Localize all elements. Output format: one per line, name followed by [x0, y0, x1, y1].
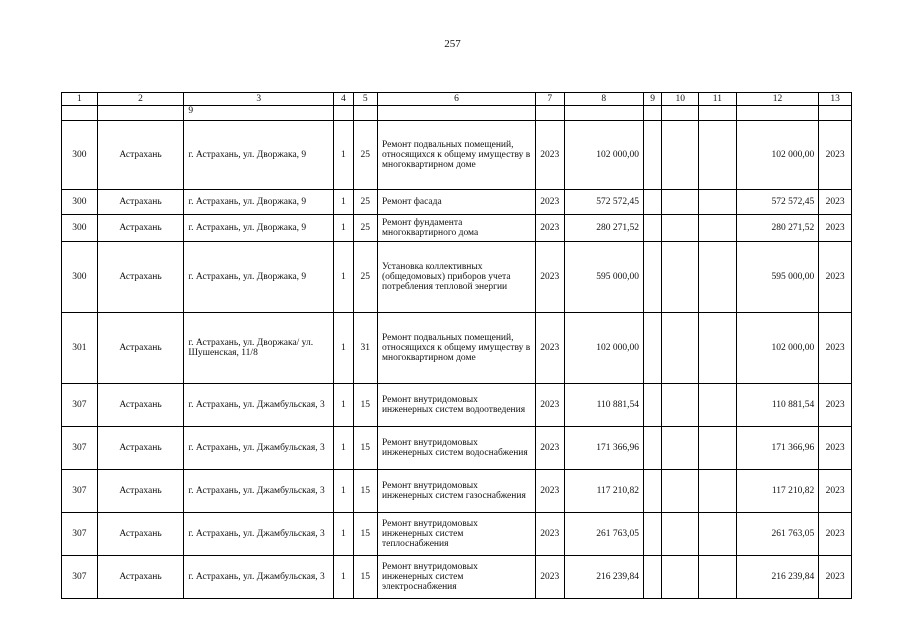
table-cell — [334, 106, 353, 121]
planned-year: 2023 — [535, 470, 564, 513]
column-number: 1 — [62, 93, 98, 106]
wear-percent: 15 — [353, 556, 377, 599]
district: Астрахань — [97, 242, 184, 313]
district: Астрахань — [97, 556, 184, 599]
empty-cell — [662, 384, 699, 427]
building-category: 1 — [334, 384, 353, 427]
planned-year: 2023 — [535, 121, 564, 190]
building-category: 1 — [334, 121, 353, 190]
table-cell — [377, 106, 535, 121]
work-type: Установка коллективных (общедомовых) приборов учета потребления тепловой энергии — [377, 242, 535, 313]
total-cost: 216 239,84 — [736, 556, 819, 599]
cost: 102 000,00 — [564, 313, 644, 384]
wear-percent: 25 — [353, 121, 377, 190]
wear-percent: 15 — [353, 384, 377, 427]
total-cost: 102 000,00 — [736, 121, 819, 190]
empty-cell — [699, 242, 737, 313]
table-cell — [535, 106, 564, 121]
column-number: 12 — [736, 93, 819, 106]
planned-year: 2023 — [535, 190, 564, 215]
column-number: 10 — [662, 93, 699, 106]
work-type: Ремонт фасада — [377, 190, 535, 215]
total-cost: 171 366,96 — [736, 427, 819, 470]
total-cost: 110 881,54 — [736, 384, 819, 427]
total-cost: 595 000,00 — [736, 242, 819, 313]
row-number: 301 — [62, 313, 98, 384]
work-type: Ремонт внутридомовых инженерных систем водоснабжения — [377, 427, 535, 470]
empty-cell — [699, 556, 737, 599]
capital-repair-table — [61, 92, 852, 599]
empty-cell — [699, 427, 737, 470]
district: Астрахань — [97, 470, 184, 513]
empty-cell — [644, 513, 662, 556]
table-row — [62, 513, 852, 556]
empty-cell — [644, 190, 662, 215]
total-cost: 102 000,00 — [736, 313, 819, 384]
address: г. Астрахань, ул. Джамбульская, 3 — [184, 384, 334, 427]
table-row — [62, 470, 852, 513]
planned-year: 2023 — [535, 384, 564, 427]
empty-cell — [699, 470, 737, 513]
cost: 261 763,05 — [564, 513, 644, 556]
row-number: 307 — [62, 470, 98, 513]
district: Астрахань — [97, 190, 184, 215]
address: г. Астрахань, ул. Дворжака/ ул. Шушенская, 11/8 — [184, 313, 334, 384]
table-cell — [699, 106, 737, 121]
wear-percent: 31 — [353, 313, 377, 384]
work-type: Ремонт внутридомовых инженерных систем газоснабжения — [377, 470, 535, 513]
total-cost: 280 271,52 — [736, 215, 819, 242]
row-number: 300 — [62, 242, 98, 313]
table-row — [62, 121, 852, 190]
table-cell — [662, 106, 699, 121]
empty-cell — [662, 427, 699, 470]
work-type: Ремонт внутридомовых инженерных систем водоотведения — [377, 384, 535, 427]
table-cell — [564, 106, 644, 121]
wear-percent: 25 — [353, 215, 377, 242]
total-cost: 261 763,05 — [736, 513, 819, 556]
total-cost: 572 572,45 — [736, 190, 819, 215]
district: Астрахань — [97, 313, 184, 384]
empty-cell — [662, 470, 699, 513]
table-cell — [736, 106, 819, 121]
column-number: 13 — [819, 93, 852, 106]
district: Астрахань — [97, 121, 184, 190]
table-cell — [97, 106, 184, 121]
continued-address-fragment: 9 — [184, 106, 334, 121]
planned-year: 2023 — [535, 427, 564, 470]
empty-cell — [644, 242, 662, 313]
table-cell — [644, 106, 662, 121]
column-number: 6 — [377, 93, 535, 106]
column-number-row — [62, 93, 852, 106]
completion-year: 2023 — [819, 470, 852, 513]
wear-percent: 25 — [353, 190, 377, 215]
empty-cell — [662, 215, 699, 242]
cost: 280 271,52 — [564, 215, 644, 242]
empty-cell — [662, 121, 699, 190]
address: г. Астрахань, ул. Дворжака, 9 — [184, 242, 334, 313]
column-number: 7 — [535, 93, 564, 106]
row-number: 307 — [62, 556, 98, 599]
table-cell — [353, 106, 377, 121]
district: Астрахань — [97, 384, 184, 427]
page-number: 257 — [444, 38, 461, 50]
empty-cell — [699, 215, 737, 242]
table-row — [62, 215, 852, 242]
address: г. Астрахань, ул. Дворжака, 9 — [184, 190, 334, 215]
empty-cell — [644, 121, 662, 190]
completion-year: 2023 — [819, 384, 852, 427]
cost: 117 210,82 — [564, 470, 644, 513]
planned-year: 2023 — [535, 556, 564, 599]
address: г. Астрахань, ул. Джамбульская, 3 — [184, 470, 334, 513]
cost: 216 239,84 — [564, 556, 644, 599]
empty-cell — [644, 470, 662, 513]
planned-year: 2023 — [535, 242, 564, 313]
building-category: 1 — [334, 313, 353, 384]
row-number: 307 — [62, 513, 98, 556]
empty-cell — [662, 190, 699, 215]
empty-cell — [662, 513, 699, 556]
wear-percent: 15 — [353, 427, 377, 470]
work-type: Ремонт внутридомовых инженерных систем теплоснабжения — [377, 513, 535, 556]
planned-year: 2023 — [535, 313, 564, 384]
table-row — [62, 242, 852, 313]
planned-year: 2023 — [535, 513, 564, 556]
district: Астрахань — [97, 513, 184, 556]
column-number: 8 — [564, 93, 644, 106]
cost: 595 000,00 — [564, 242, 644, 313]
empty-cell — [644, 556, 662, 599]
cost: 171 366,96 — [564, 427, 644, 470]
district: Астрахань — [97, 427, 184, 470]
row-number: 300 — [62, 190, 98, 215]
empty-cell — [644, 313, 662, 384]
row-number: 300 — [62, 121, 98, 190]
cost: 572 572,45 — [564, 190, 644, 215]
empty-cell — [699, 513, 737, 556]
address: г. Астрахань, ул. Дворжака, 9 — [184, 215, 334, 242]
table-row — [62, 190, 852, 215]
address: г. Астрахань, ул. Джамбульская, 3 — [184, 513, 334, 556]
column-number: 9 — [644, 93, 662, 106]
empty-cell — [644, 384, 662, 427]
address: г. Астрахань, ул. Джамбульская, 3 — [184, 556, 334, 599]
row-number: 300 — [62, 215, 98, 242]
wear-percent: 15 — [353, 513, 377, 556]
table-row — [62, 384, 852, 427]
column-number: 5 — [353, 93, 377, 106]
table-row — [62, 556, 852, 599]
column-number: 11 — [699, 93, 737, 106]
row-number: 307 — [62, 427, 98, 470]
total-cost: 117 210,82 — [736, 470, 819, 513]
column-number: 4 — [334, 93, 353, 106]
building-category: 1 — [334, 513, 353, 556]
table-cell — [819, 106, 852, 121]
building-category: 1 — [334, 190, 353, 215]
building-category: 1 — [334, 215, 353, 242]
table-row — [62, 427, 852, 470]
empty-cell — [644, 215, 662, 242]
empty-cell — [662, 556, 699, 599]
address: г. Астрахань, ул. Джамбульская, 3 — [184, 427, 334, 470]
empty-cell — [699, 190, 737, 215]
empty-cell — [699, 313, 737, 384]
empty-cell — [662, 313, 699, 384]
completion-year: 2023 — [819, 313, 852, 384]
work-type: Ремонт фундамента многоквартирного дома — [377, 215, 535, 242]
building-category: 1 — [334, 427, 353, 470]
completion-year: 2023 — [819, 190, 852, 215]
row-number: 307 — [62, 384, 98, 427]
address: г. Астрахань, ул. Дворжака, 9 — [184, 121, 334, 190]
wear-percent: 25 — [353, 242, 377, 313]
building-category: 1 — [334, 556, 353, 599]
planned-year: 2023 — [535, 215, 564, 242]
empty-cell — [699, 384, 737, 427]
empty-cell — [644, 427, 662, 470]
cost: 102 000,00 — [564, 121, 644, 190]
continuation-row — [62, 106, 852, 121]
building-category: 1 — [334, 470, 353, 513]
column-number: 2 — [97, 93, 184, 106]
completion-year: 2023 — [819, 513, 852, 556]
completion-year: 2023 — [819, 556, 852, 599]
table-cell — [62, 106, 98, 121]
completion-year: 2023 — [819, 427, 852, 470]
cost: 110 881,54 — [564, 384, 644, 427]
district: Астрахань — [97, 215, 184, 242]
empty-cell — [699, 121, 737, 190]
completion-year: 2023 — [819, 121, 852, 190]
work-type: Ремонт внутридомовых инженерных систем электроснабжения — [377, 556, 535, 599]
building-category: 1 — [334, 242, 353, 313]
completion-year: 2023 — [819, 215, 852, 242]
completion-year: 2023 — [819, 242, 852, 313]
work-type: Ремонт подвальных помещений, относящихся к общему имуществу в многоквартирном доме — [377, 313, 535, 384]
table-row — [62, 313, 852, 384]
wear-percent: 15 — [353, 470, 377, 513]
empty-cell — [662, 242, 699, 313]
column-number: 3 — [184, 93, 334, 106]
work-type: Ремонт подвальных помещений, относящихся к общему имуществу в многоквартирном доме — [377, 121, 535, 190]
